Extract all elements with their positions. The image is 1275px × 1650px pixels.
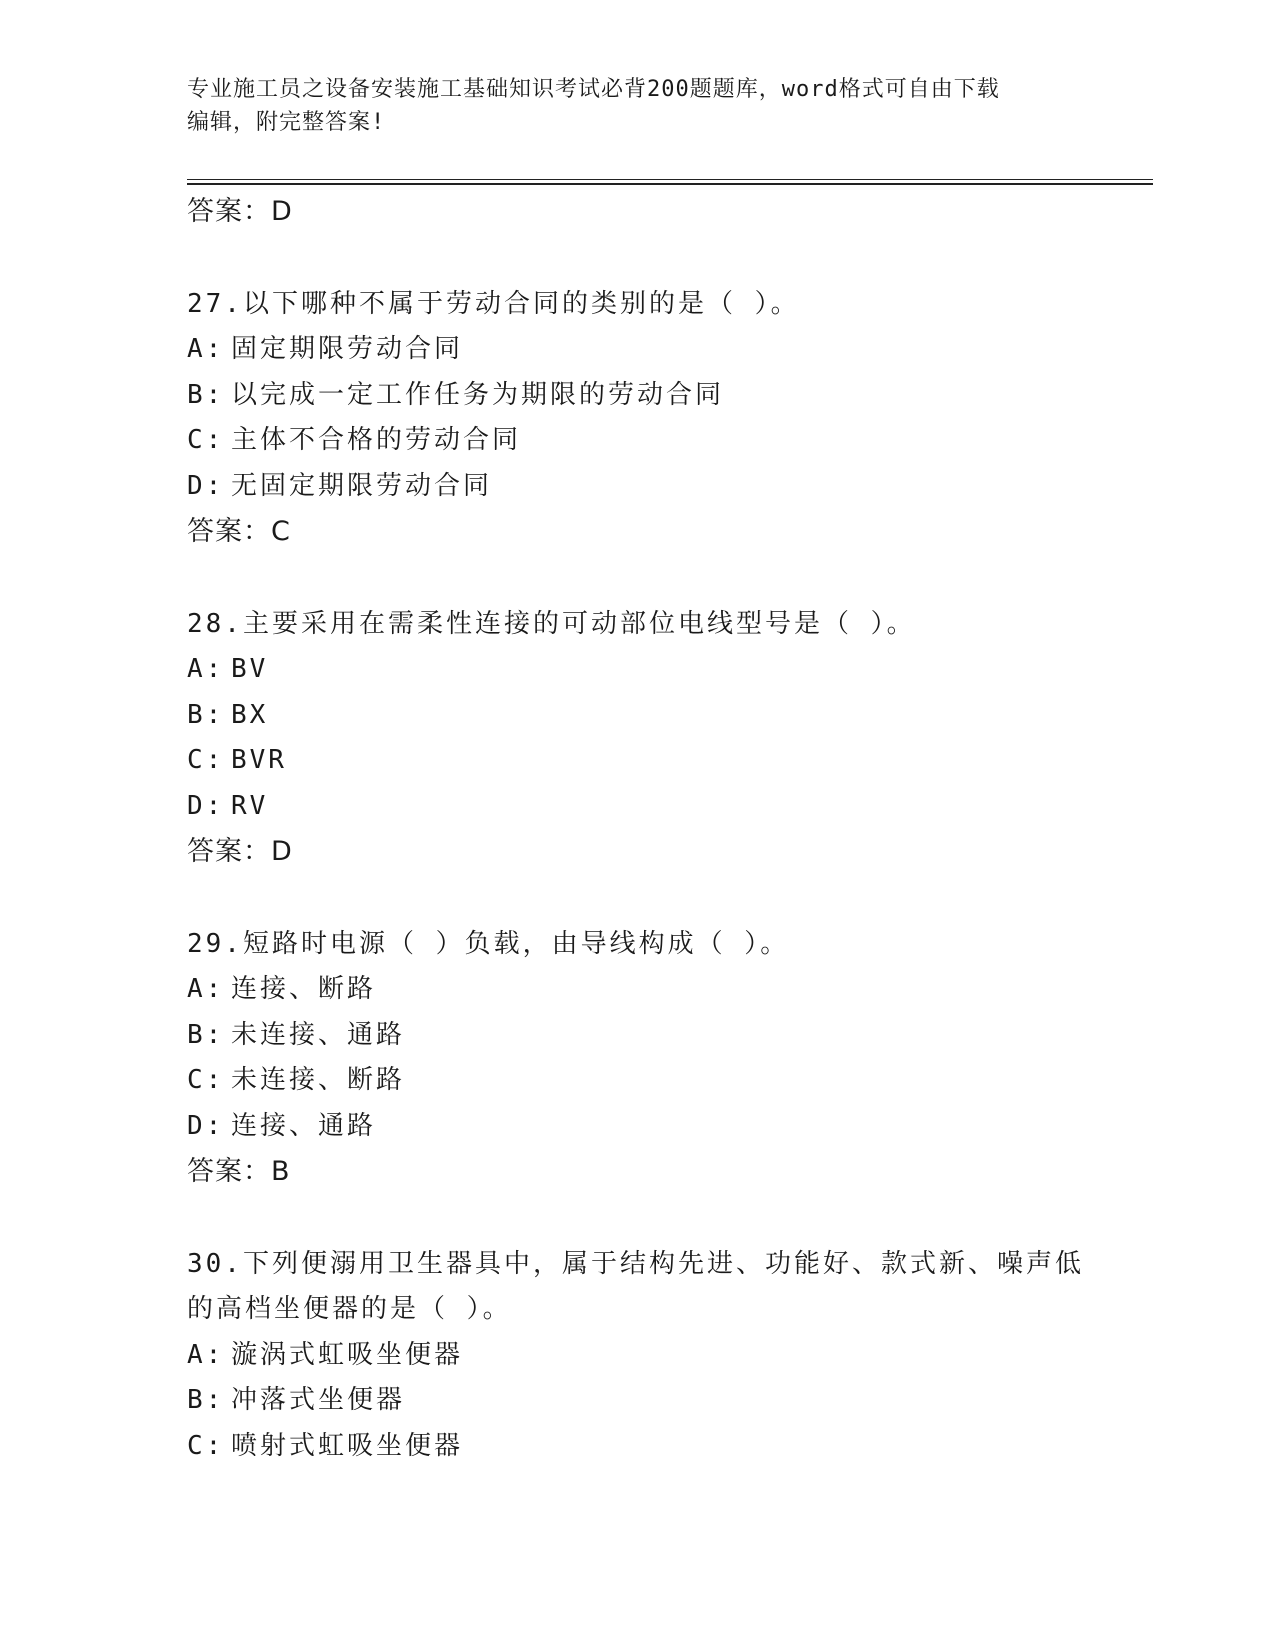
option-d xyxy=(187,1104,1087,1150)
option-label: A: xyxy=(187,1339,225,1370)
header-rule-thin xyxy=(187,179,1153,180)
spacer xyxy=(187,235,1087,282)
option-b xyxy=(187,693,1087,739)
option-c xyxy=(187,1058,1087,1104)
option-a xyxy=(187,647,1087,693)
option-text: BVR xyxy=(231,745,287,775)
option-text: BX xyxy=(231,699,269,730)
option-label: A: xyxy=(187,654,225,684)
option-label: D: xyxy=(187,1110,225,1141)
option-label: D: xyxy=(187,790,225,821)
question-stem: 29.短路时电源（ ）负载，由导线构成（ ）。 xyxy=(187,928,790,959)
answer-line: 答案：C xyxy=(187,516,291,547)
option-b xyxy=(187,1013,1087,1059)
option-text: 主体不合格的劳动合同 xyxy=(231,425,522,455)
option-a xyxy=(187,967,1087,1013)
option-c xyxy=(187,738,1087,784)
option-label: A: xyxy=(187,974,225,1004)
header-rule-thick xyxy=(187,183,1153,185)
option-text: BV xyxy=(231,654,269,684)
spacer xyxy=(187,1195,1087,1242)
option-text: 无固定期限劳动合同 xyxy=(231,470,493,501)
option-text: 连接、断路 xyxy=(231,974,377,1004)
spacer xyxy=(187,555,1087,602)
option-text: 以完成一定工作任务为期限的劳动合同 xyxy=(231,379,725,410)
question-list xyxy=(187,189,1087,1469)
option-label: A: xyxy=(187,334,225,364)
question-stem-continued: 的高档坐便器的是（ ）。 xyxy=(187,1294,512,1324)
option-text: 固定期限劳动合同 xyxy=(231,334,464,364)
option-text: 冲落式坐便器 xyxy=(231,1385,406,1415)
option-text: 未连接、通路 xyxy=(231,1019,406,1050)
option-c xyxy=(187,418,1087,464)
header-line-1: 专业施工员之设备安装施工基础知识考试必背200题题库，word格式可自由下载 xyxy=(187,77,1000,102)
question-block xyxy=(187,602,1087,875)
question-block xyxy=(187,282,1087,555)
option-label: B: xyxy=(187,379,225,410)
spacer xyxy=(187,875,1087,922)
option-a xyxy=(187,1333,1087,1379)
header-line-2: 编辑，附完整答案! xyxy=(187,110,386,135)
option-d xyxy=(187,784,1087,830)
option-label: B: xyxy=(187,1019,225,1050)
question-stem: 30.下列便溺用卫生器具中，属于结构先进、功能好、款式新、噪声低 xyxy=(187,1248,1084,1279)
option-d xyxy=(187,464,1087,510)
option-c xyxy=(187,1424,1087,1470)
option-label: C: xyxy=(187,1065,225,1095)
option-text: RV xyxy=(231,790,269,821)
answer-line: 答案：B xyxy=(187,1156,291,1187)
option-b xyxy=(187,373,1087,419)
option-text: 连接、通路 xyxy=(231,1110,377,1141)
option-label: C: xyxy=(187,1430,225,1461)
answer-line: 答案：D xyxy=(187,196,293,227)
question-stem: 27.以下哪种不属于劳动合同的类别的是（ ）。 xyxy=(187,288,800,319)
question-stem: 28.主要采用在需柔性连接的可动部位电线型号是（ ）。 xyxy=(187,608,916,639)
option-text: 漩涡式虹吸坐便器 xyxy=(231,1339,464,1370)
option-label: C: xyxy=(187,425,225,455)
question-block xyxy=(187,1242,1087,1470)
option-b xyxy=(187,1378,1087,1424)
option-label: D: xyxy=(187,470,225,501)
document-header xyxy=(187,73,1067,139)
option-label: C: xyxy=(187,745,225,775)
option-text: 未连接、断路 xyxy=(231,1065,406,1095)
option-a xyxy=(187,327,1087,373)
option-text: 喷射式虹吸坐便器 xyxy=(231,1430,464,1461)
option-label: B: xyxy=(187,1385,225,1415)
option-label: B: xyxy=(187,699,225,730)
question-block xyxy=(187,922,1087,1195)
answer-line: 答案：D xyxy=(187,836,293,867)
